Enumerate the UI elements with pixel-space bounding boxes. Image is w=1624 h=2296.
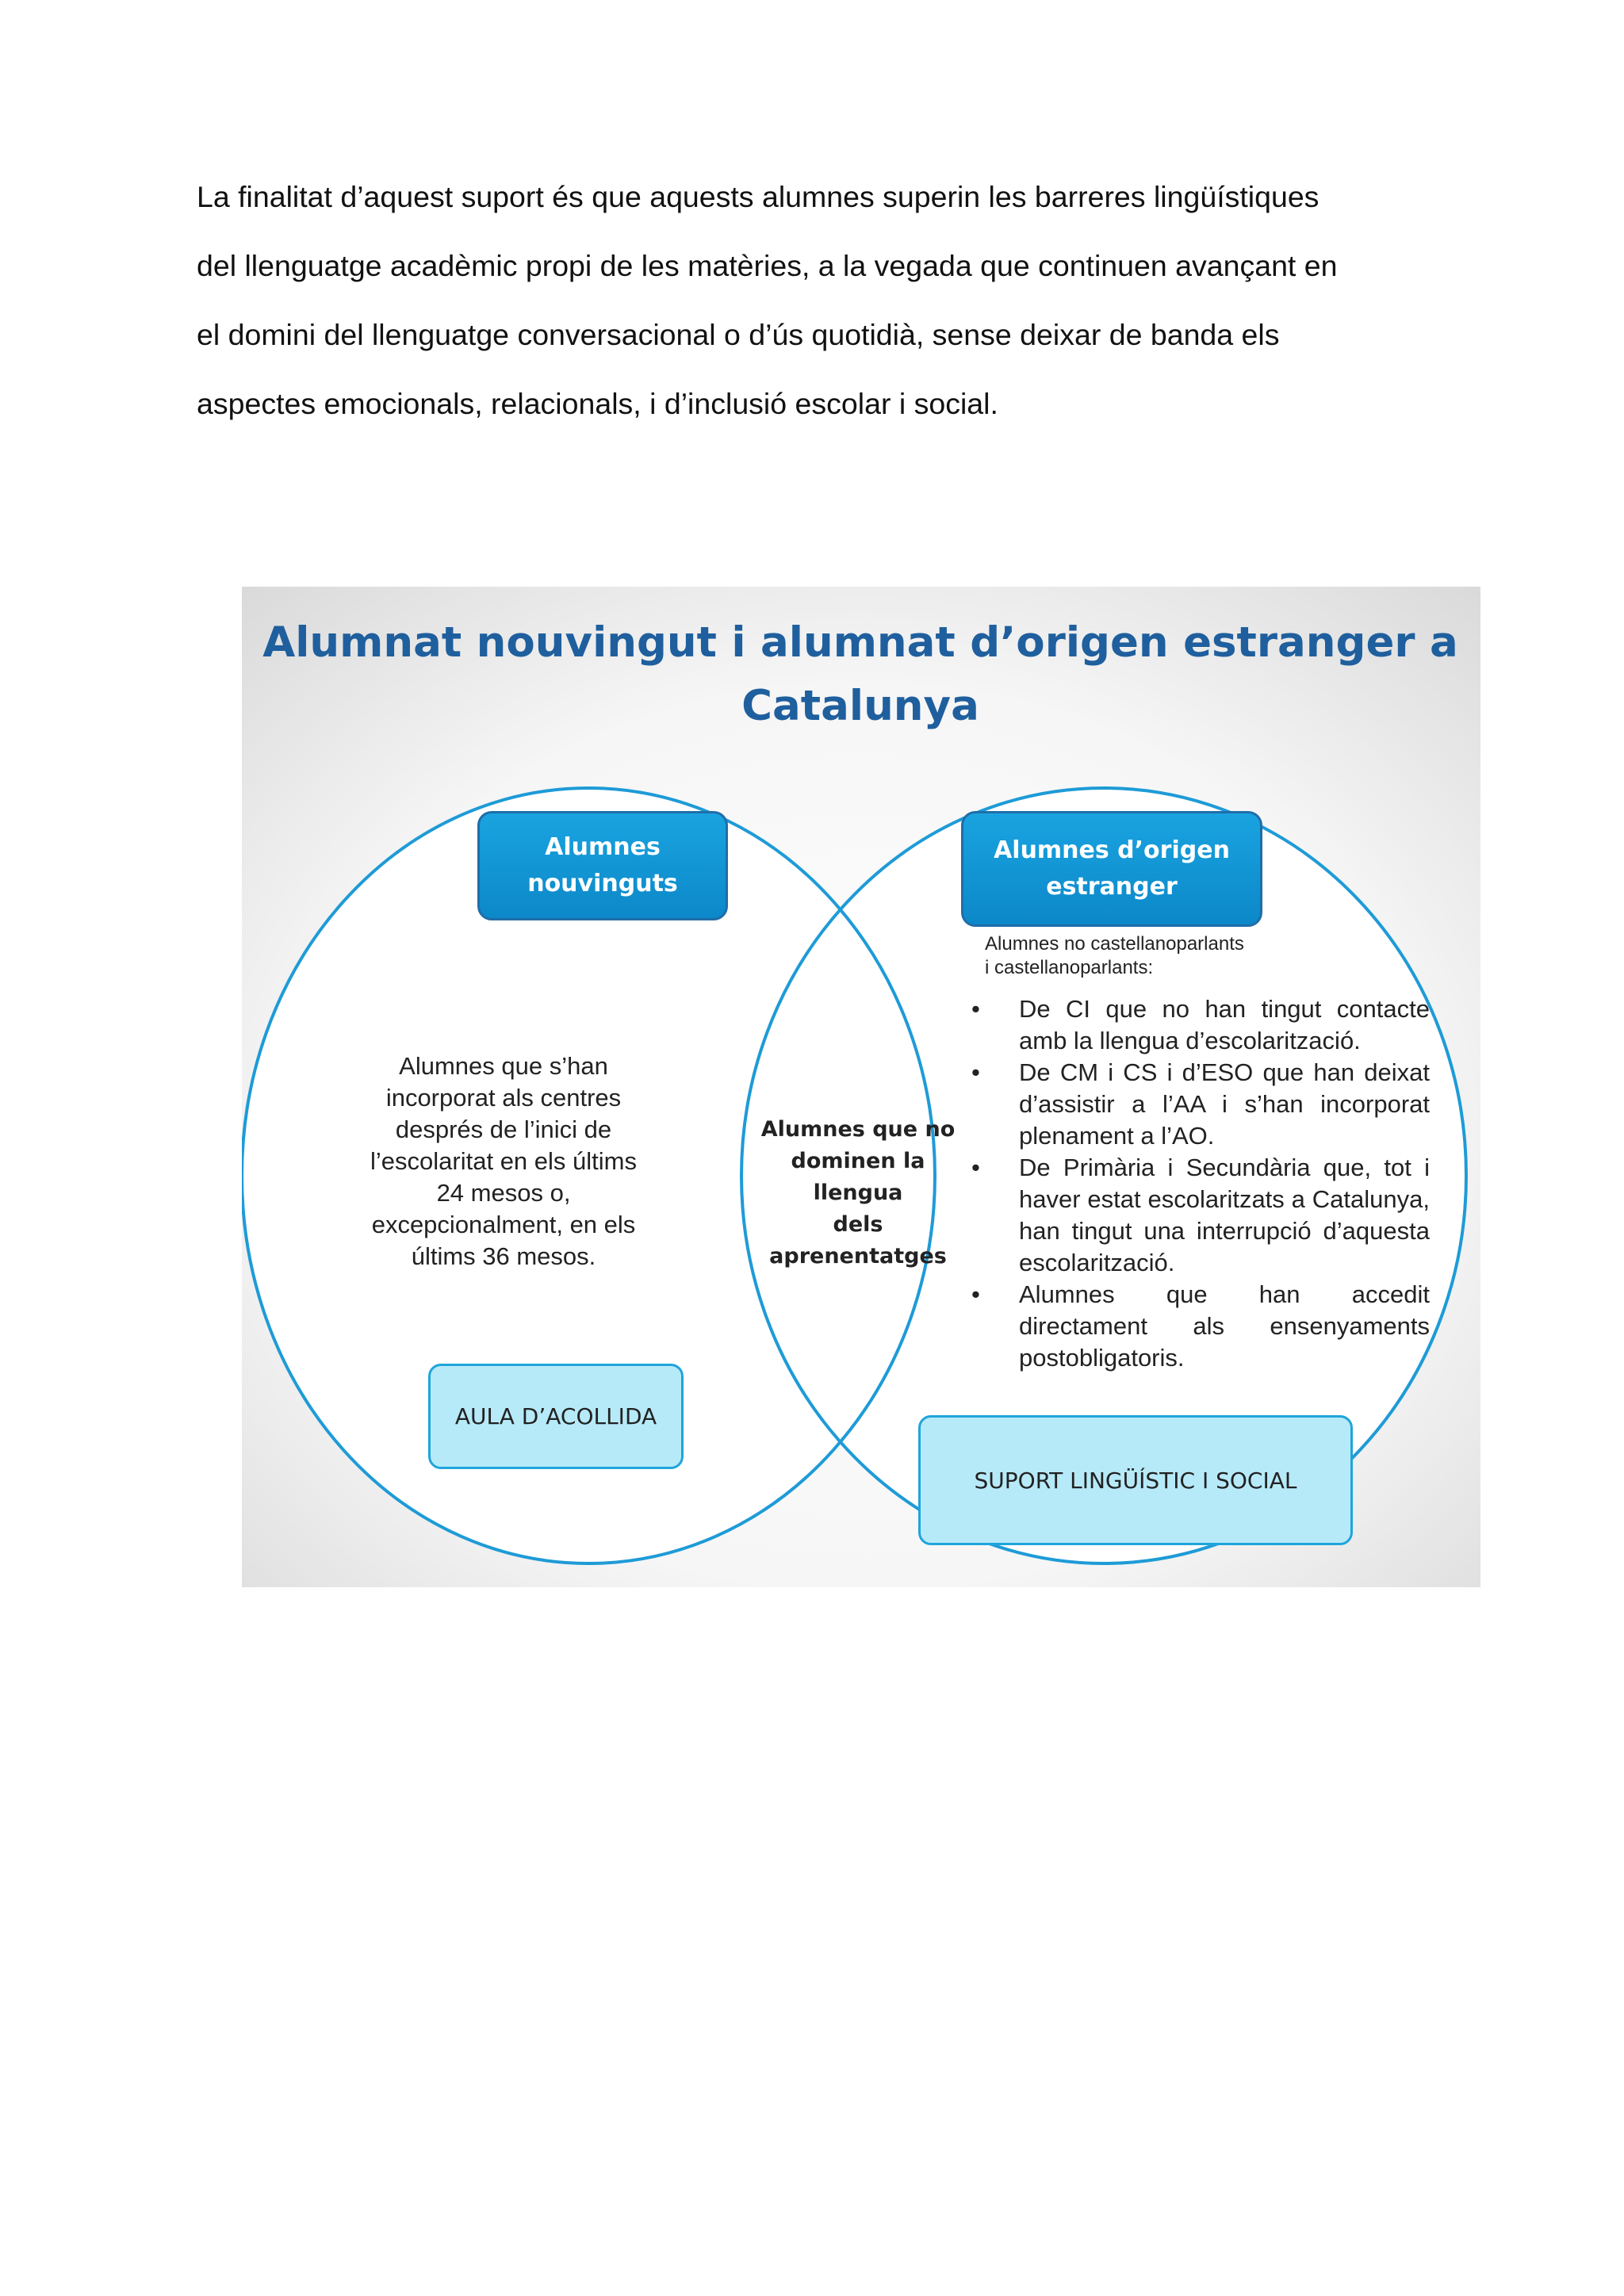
diagram-title-line-2: Catalunya (741, 682, 979, 730)
body-paragraph (197, 163, 1481, 438)
list-item: • De Primària i Secundària que, tot i haver estat escolaritzats a Catalunya, han tingut una interrupció d’aquesta escolarització. (970, 1152, 1430, 1279)
paragraph-line-1: La finalitat d’aquest suport és que aquests alumnes superin les barreres lingüístiques (197, 180, 1320, 213)
linguistic-social-support-box: SUPORT LINGÜÍSTIC I SOCIAL (918, 1415, 1353, 1545)
list-item: • De CM i CS i d’ESO que han deixat d’assistir a l’AA i s’han incorporat plenament a l’AO. (970, 1057, 1430, 1152)
foreign-origin-list (970, 993, 1430, 1374)
foreign-origin-header-box: Alumnes d’origen estranger (961, 811, 1262, 927)
intersection-description: Alumnes que no dominen la llengua dels aprenentatges (760, 1117, 956, 1269)
paragraph-line-4: aspectes emocionals, relacionals, i d’inclusió escolar i social. (197, 387, 998, 420)
paragraph-line-3: el domini del llenguatge conversacional o d’ús quotidià, sense deixar de banda els (197, 318, 1280, 351)
newcomers-description: Alumnes que s’han incorporat als centres després de l’inici de l’escolaritat en els últims 24 mesos o, excepcionalment, en els últims 36 mesos. (370, 1052, 637, 1270)
venn-diagram-figure (242, 587, 1480, 1587)
list-item: • De CI que no han tingut contacte amb la llengua d’escolarització. (970, 993, 1430, 1057)
paragraph-line-2: del llenguatge acadèmic propi de les matèries, a la vegada que continuen avançant en (197, 249, 1338, 282)
newcomers-header-box: Alumnes nouvinguts (477, 811, 728, 920)
list-item: • Alumnes que han accedit directament als ensenyaments postobligatoris. (970, 1279, 1430, 1374)
foreign-origin-intro: Alumnes no castellanoparlants i castellanoparlants: (985, 933, 1244, 978)
diagram-title-line-1: Alumnat nouvingut i alumnat d’origen estranger a (262, 618, 1458, 667)
welcome-classroom-box: AULA D’ACOLLIDA (428, 1364, 684, 1469)
